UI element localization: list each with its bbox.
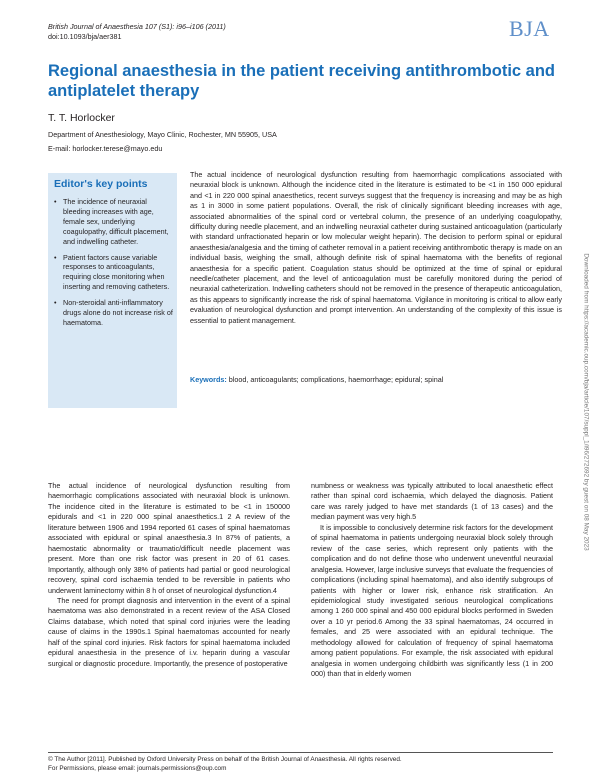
- author-affiliation: Department of Anesthesiology, Mayo Clinic, Rochester, MN 55905, USA: [48, 130, 277, 139]
- journal-logo: BJA: [509, 16, 550, 41]
- body-column-left: [48, 481, 290, 669]
- key-points-list: [50, 197, 175, 334]
- body-paragraph: The actual incidence of neurological dysfunction resulting from haemorrhagic complications associated with neuraxial block is unknown. The incidence cited in the literature is estimated to be <1 in 150000 epidurals and <1 in 220 000 spinal anaesthetics.1 2 A review of the literature between 1906 and 1994 reported 61 cases of spinal haematomas associated with epidural or spinal anaesthesia.3 In 87% of patients, a haemostatic abnormality or traumatic/difficult needle placement was present. More than one risk factor was present in 20 of 61 cases. Importantly, although only 38% of patients had partial or good neurological recovery, spinal cord ischaemia tended to be reversible in patients who underwent laminectomy within 8 h of onset of neurological dysfunction.4: [48, 481, 290, 595]
- copyright-notice: © The Author [2011]. Published by Oxford University Press on behalf of the British Journal of Anaesthesia. All rights reserved.: [48, 756, 402, 763]
- author-email: E-mail: horlocker.terese@mayo.edu: [48, 144, 163, 153]
- key-point-item: • Non-steroidal anti-inflammatory drugs alone do not increase risk of haematoma.: [50, 298, 175, 328]
- body-paragraph: The need for prompt diagnosis and intervention in the event of a spinal haematoma was also demonstrated in a recent review of the ASA Closed Claims database, which noted that spinal cord injuries were the leading cause of claims in the 1990s.1 Spinal haematomas accounted for nearly half of the spinal cord injuries. Risk factors for spinal haematoma included epidural anaesthesia in the presence of i.v. heparin during a vascular surgical or diagnostic procedure. Importantly, the presence of postoperative: [48, 595, 290, 668]
- download-watermark: [582, 253, 590, 551]
- download-note: Downloaded from https://academic.oup.com/bja/article/107/suppl_1/i96/272692 by guest on 08 May 2023: [582, 253, 590, 551]
- body-column-right: [311, 481, 553, 680]
- article-title: Regional anaesthesia in the patient receiving antithrombotic and antiplatelet therapy: [48, 62, 556, 100]
- footer-divider: [48, 752, 553, 753]
- keywords-label: Keywords:: [190, 375, 227, 384]
- key-point-item: • Patient factors cause variable responses to anticoagulants, requiring close monitoring when inserting and removing catheters.: [50, 253, 175, 293]
- body-paragraph: numbness or weakness was typically attributed to local anaesthetic effect rather than spinal cord ischaemia, which delayed the diagnosis. Patient care was rarely judged to have met standards (1 of 13 cases) and the median payment was very high.5: [311, 481, 553, 522]
- abstract-text: The actual incidence of neurological dysfunction resulting from haemorrhagic complications associated with neuraxial block is unknown. Although the incidence cited in the literature is estimated to be <1 in 150 000 epidural and <1 in 220 000 spinal anaesthetics, recent surveys suggest that the frequency is increasing and may be as high as 1 in 3000 in some patient populations. Overall, the risk of clinically significant bleeding increases with age, associated abnormalities of the spinal cord or vertebral column, the presence of an underlying coagulopathy, difficulty during needle placement, and an indwelling neuraxial catheter during sustained anticoagulation (particularly with standard unfractionated heparin or low molecular weight heparin). The decision to perform spinal or epidural anaesthesia/analgesia and the timing of catheter removal in a patient receiving antithrombotic therapy is made on an individual basis, weighing the small, although definite risk of spinal haematoma with the benefits of regional anaesthesia for a specific patient. Coagulation status should be optimized at the time of spinal or epidural needle/catheter placement, and the level of anticoagulation must be carefully monitored during the period of neuraxial catheterization. Indwelling catheters should not be removed in the presence of therapeutic anticoagulation, as this appears to significantly increase the risk of spinal haematoma. Vigilance in monitoring is critical to allow early evaluation of neurological dysfunction and prompt intervention. An understanding of the complexity of this issue is essential to patient management.: [190, 170, 562, 325]
- key-points-title: Editor's key points: [54, 178, 148, 190]
- body-paragraph: It is impossible to conclusively determine risk factors for the development of spinal haematoma in patients undergoing neuraxial block solely through review of the case series, which represent only patients with the complication and do not define those who underwent uneventful neuraxial analgesia. However, large inclusive surveys that evaluate the frequencies of complications (including spinal haematoma), and also identify subgroups of patients with higher or lower risk, enhance risk stratification. An epidemiological study investigated serious neurological complications among 1 260 000 spinal and 450 000 epidural blocks performed in Sweden over a 10 yr period.6 Among the 33 spinal haematomas, 24 occurred in females, and 25 were associated with an epidural technique. The methodology allowed for calculation of frequency of spinal haematoma among patient populations. For example, the risk associated with epidural analgesia in women undergoing childbirth was significantly less (1 in 200 000) than that in elderly women: [311, 522, 553, 679]
- doi: doi:10.1093/bja/aer381: [48, 32, 122, 41]
- journal-volume-pages: 107 (S1): i96–i106 (2011): [142, 22, 226, 31]
- permissions-notice: For Permissions, please email: journals.permissions@oup.com: [48, 765, 227, 772]
- key-point-item: • The incidence of neuraxial bleeding increases with age, female sex, underlying coagulopathy, difficult placement, and indwelling catheter.: [50, 197, 175, 247]
- journal-name: British Journal of Anaesthesia: [48, 22, 143, 31]
- keywords-line: [190, 375, 562, 384]
- journal-citation: [48, 22, 226, 31]
- author-name: T. T. Horlocker: [48, 112, 115, 124]
- keywords-list: blood, anticoagulants; complications, haemorrhage; epidural; spinal: [226, 375, 444, 384]
